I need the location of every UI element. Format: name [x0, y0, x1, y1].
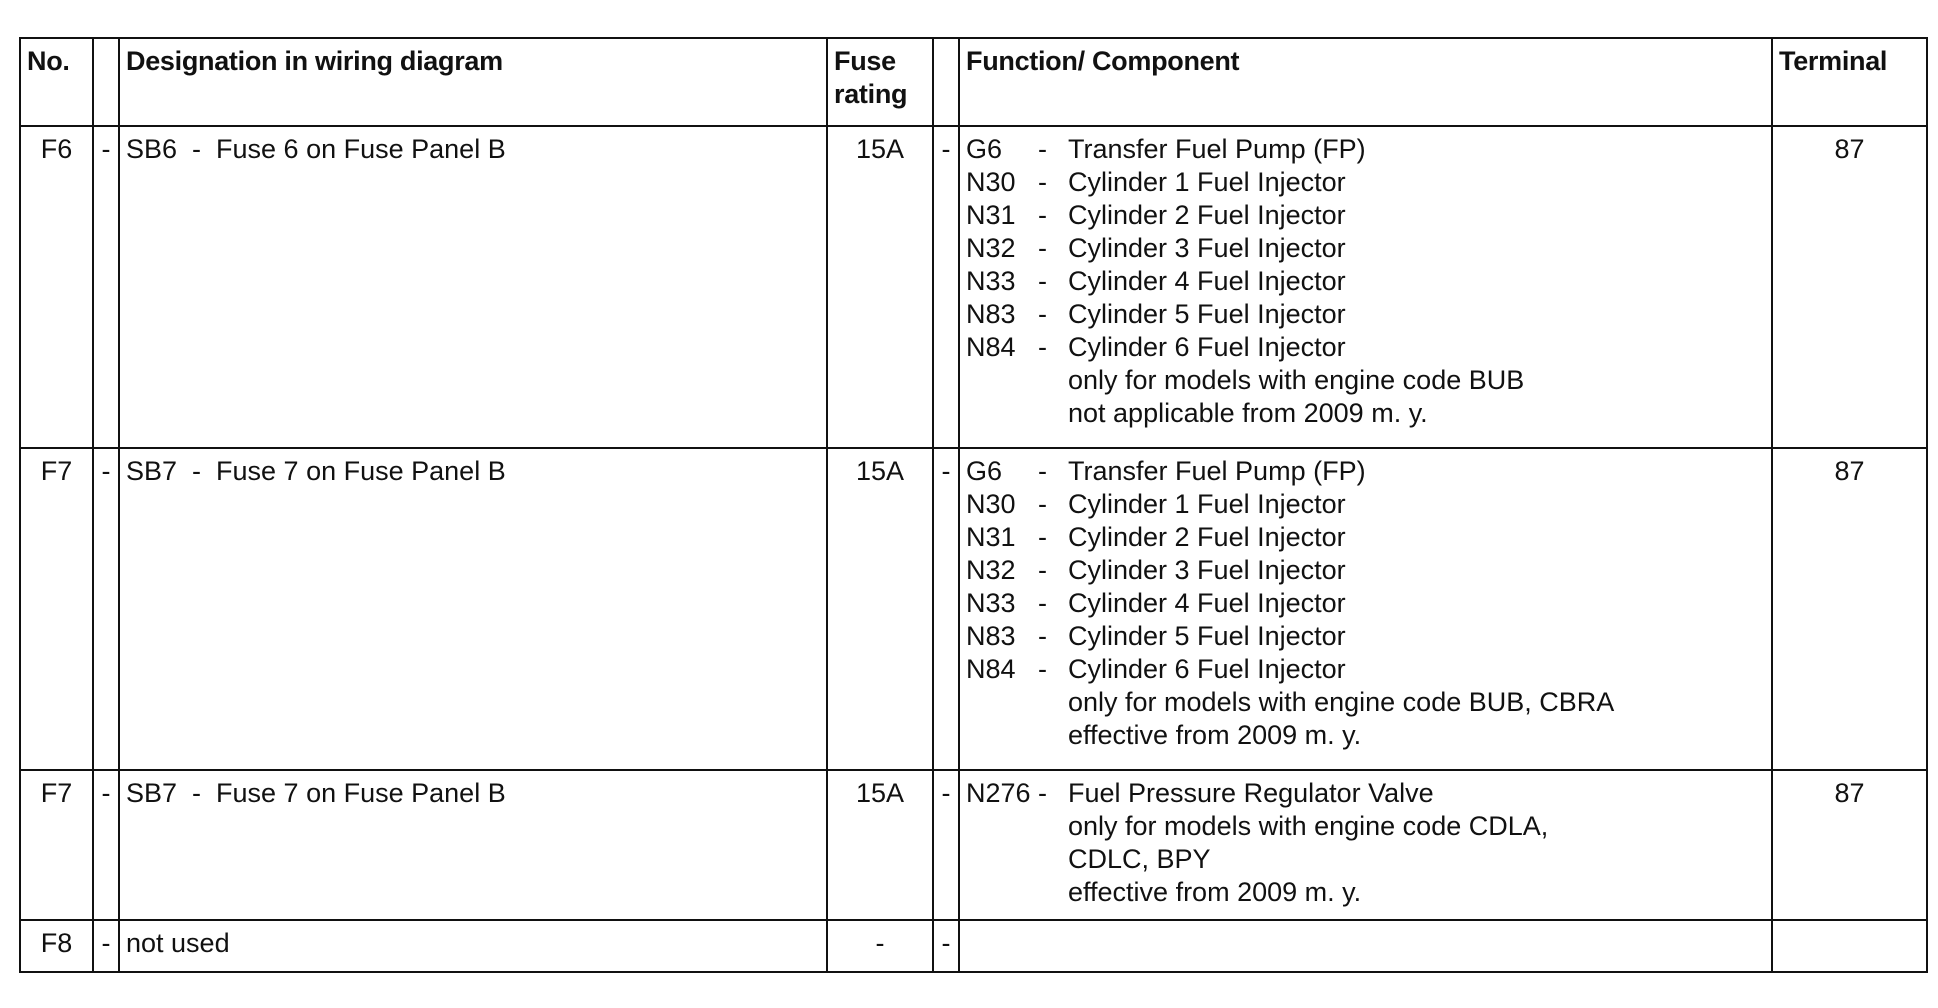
separator-dash: - [933, 770, 959, 920]
terminal-cell: 87 [1772, 448, 1927, 770]
header-no: No. [20, 38, 93, 126]
component-note: only for models with engine code BUB [1068, 365, 1525, 395]
table-row [20, 770, 1927, 920]
component-code: N32 [966, 555, 1016, 585]
component-code: N31 [966, 522, 1016, 552]
component-cell [959, 448, 1772, 770]
fuse-number: F8 [20, 920, 93, 972]
header-separator [93, 38, 119, 126]
component-note: effective from 2009 m. y. [1068, 877, 1362, 907]
component-name: Cylinder 2 Fuel Injector [1068, 200, 1346, 230]
component-line [966, 199, 1765, 232]
fuse-rating: 15A [827, 126, 933, 448]
table-body [20, 126, 1927, 972]
component-dash: - [1038, 654, 1047, 684]
component-cell [959, 770, 1772, 920]
designation-cell: SB6 - Fuse 6 on Fuse Panel B [119, 126, 827, 448]
component-dash: - [1038, 456, 1047, 486]
terminal-cell [1772, 920, 1927, 972]
fuse-number: F7 [20, 448, 93, 770]
component-code: N33 [966, 588, 1016, 618]
separator-dash: - [933, 448, 959, 770]
component-line [966, 488, 1765, 521]
header-terminal: Terminal [1772, 38, 1927, 126]
fuse-rating: - [827, 920, 933, 972]
component-code: N30 [966, 489, 1016, 519]
designation-cell: SB7 - Fuse 7 on Fuse Panel B [119, 770, 827, 920]
separator-dash: - [933, 126, 959, 448]
component-note: effective from 2009 m. y. [1068, 720, 1362, 750]
component-name: Cylinder 1 Fuel Injector [1068, 167, 1346, 197]
component-note: only for models with engine code CDLA, CDLC, BPY [1068, 811, 1549, 874]
component-code: N84 [966, 332, 1016, 362]
component-name: Cylinder 2 Fuel Injector [1068, 522, 1346, 552]
component-name: Cylinder 4 Fuel Injector [1068, 588, 1346, 618]
table-header [20, 38, 1927, 126]
table-row [20, 448, 1927, 770]
component-name: Transfer Fuel Pump (FP) [1068, 456, 1366, 486]
component-name: Cylinder 6 Fuel Injector [1068, 332, 1346, 362]
component-name: Transfer Fuel Pump (FP) [1068, 134, 1366, 164]
header-function: Function/ Component [959, 38, 1772, 126]
component-code: N33 [966, 266, 1016, 296]
component-line [966, 587, 1765, 620]
component-line [966, 133, 1765, 166]
component-code: G6 [966, 134, 1003, 164]
component-name: Cylinder 5 Fuel Injector [1068, 621, 1346, 651]
designation-cell: not used [119, 920, 827, 972]
fuse-number: F6 [20, 126, 93, 448]
component-line [966, 298, 1765, 331]
component-note: not applicable from 2009 m. y. [1068, 398, 1428, 428]
separator-dash: - [93, 126, 119, 448]
component-dash: - [1038, 233, 1047, 263]
component-note: only for models with engine code BUB, CBRA [1068, 687, 1615, 717]
terminal-cell: 87 [1772, 770, 1927, 920]
component-line [966, 521, 1765, 554]
component-dash: - [1038, 332, 1047, 362]
component-line [966, 455, 1765, 488]
component-code: N31 [966, 200, 1016, 230]
component-dash: - [1038, 200, 1047, 230]
separator-dash: - [93, 770, 119, 920]
table-row [20, 920, 1927, 972]
terminal-cell: 87 [1772, 126, 1927, 448]
header-fuse-rating: Fuse rating [827, 38, 933, 126]
component-dash: - [1038, 299, 1047, 329]
component-line [966, 265, 1765, 298]
component-code: G6 [966, 456, 1003, 486]
fuse-table [19, 37, 1928, 973]
component-dash: - [1038, 266, 1047, 296]
separator-dash: - [93, 920, 119, 972]
separator-dash: - [933, 920, 959, 972]
component-dash: - [1038, 134, 1047, 164]
component-name: Cylinder 6 Fuel Injector [1068, 654, 1346, 684]
component-line [966, 166, 1765, 199]
component-dash: - [1038, 555, 1047, 585]
component-dash: - [1038, 778, 1047, 808]
component-name: Fuel Pressure Regulator Valve [1068, 778, 1434, 808]
fuse-number: F7 [20, 770, 93, 920]
fuse-rating: 15A [827, 770, 933, 920]
component-code: N83 [966, 621, 1016, 651]
component-line [966, 331, 1765, 364]
component-dash: - [1038, 588, 1047, 618]
header-separator [933, 38, 959, 126]
component-code: N32 [966, 233, 1016, 263]
component-line [966, 777, 1765, 810]
separator-dash: - [93, 448, 119, 770]
component-name: Cylinder 5 Fuel Injector [1068, 299, 1346, 329]
component-code: N84 [966, 654, 1016, 684]
component-dash: - [1038, 489, 1047, 519]
component-cell [959, 920, 1772, 972]
component-line [966, 620, 1765, 653]
component-name: Cylinder 3 Fuel Injector [1068, 555, 1346, 585]
component-name: Cylinder 3 Fuel Injector [1068, 233, 1346, 263]
component-cell [959, 126, 1772, 448]
designation-cell: SB7 - Fuse 7 on Fuse Panel B [119, 448, 827, 770]
component-code: N276 [966, 778, 1031, 808]
component-line [966, 653, 1765, 686]
header-designation: Designation in wiring diagram [119, 38, 827, 126]
component-dash: - [1038, 167, 1047, 197]
fuse-rating: 15A [827, 448, 933, 770]
component-name: Cylinder 1 Fuel Injector [1068, 489, 1346, 519]
component-code: N30 [966, 167, 1016, 197]
component-name: Cylinder 4 Fuel Injector [1068, 266, 1346, 296]
component-line [966, 232, 1765, 265]
component-line [966, 554, 1765, 587]
component-dash: - [1038, 621, 1047, 651]
component-code: N83 [966, 299, 1016, 329]
table-row [20, 126, 1927, 448]
component-dash: - [1038, 522, 1047, 552]
